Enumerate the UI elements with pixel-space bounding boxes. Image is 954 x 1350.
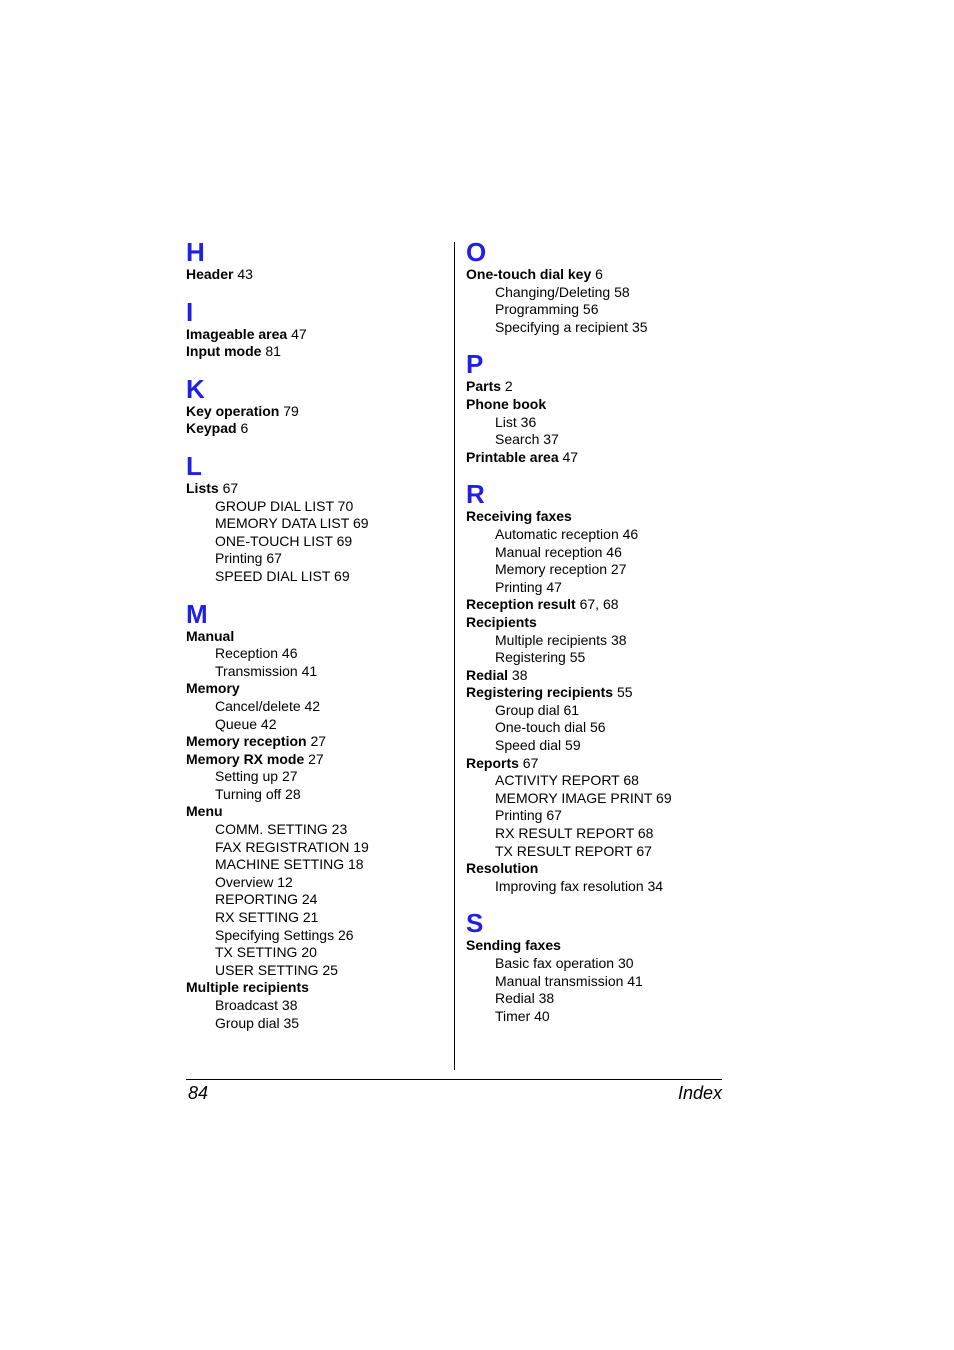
index-subentry: Redial 38 [495, 990, 555, 1007]
index-subentry: Programming 56 [495, 301, 599, 318]
index-subentry: ACTIVITY REPORT 68 [495, 772, 639, 789]
index-entry [186, 403, 448, 421]
index-subentry: Improving fax resolution 34 [495, 877, 664, 894]
entry-term: One-touch dial key [466, 266, 592, 282]
index-subentry: Reception 46 [215, 645, 298, 662]
index-subentry: Specifying Settings 26 [215, 926, 354, 943]
entry-term: Printable area [466, 448, 559, 465]
index-subentry: MACHINE SETTING 18 [215, 856, 364, 873]
section-letter: L [186, 450, 202, 481]
entry-term: Reception result [466, 596, 576, 613]
entry-term: Resolution [466, 860, 539, 877]
section-letter: S [466, 908, 484, 939]
index-subentry: Search 37 [495, 431, 559, 448]
index-subentry: Group dial 61 [495, 701, 580, 718]
entry-term: Redial [466, 666, 509, 683]
index-entry [466, 684, 728, 702]
entry-pages: 67 [222, 479, 239, 496]
section-letter: I [186, 296, 194, 327]
index-subentry: REPORTING 24 [215, 891, 318, 908]
entry-term: Registering recipients [466, 684, 614, 701]
index-subentry: SPEED DIAL LIST 69 [215, 567, 350, 584]
index-entry [466, 396, 728, 414]
index-subentry: Transmission 41 [215, 662, 318, 679]
index-subentry: Multiple recipients 38 [495, 631, 627, 648]
index-subentry: Printing 67 [215, 550, 282, 567]
index-subentry: Automatic reception 46 [495, 525, 639, 542]
index-section-m [186, 598, 448, 1033]
index-entry [466, 266, 728, 284]
index-entry [466, 508, 728, 526]
entry-pages: 2 [504, 378, 513, 395]
index-entry [466, 860, 728, 878]
entry-pages: 27 [308, 750, 324, 767]
index-subentry: MEMORY DATA LIST 69 [215, 515, 369, 532]
index-entry [466, 937, 728, 955]
entry-pages: 43 [237, 266, 253, 282]
index-subentry: TX SETTING 20 [215, 944, 317, 961]
index-entry [186, 343, 448, 361]
index-subentry: Cancel/delete 42 [215, 697, 321, 714]
index-column-right [466, 236, 728, 1037]
index-section-r [466, 478, 728, 895]
entry-pages: 67, 68 [579, 596, 619, 613]
index-subentry: FAX REGISTRATION 19 [215, 838, 369, 855]
entry-term: Input mode [186, 343, 262, 360]
index-entry [466, 378, 728, 396]
section-letter: H [186, 237, 205, 267]
index-subentry: Overview 12 [215, 873, 293, 890]
index-entry [186, 733, 448, 751]
index-subentry: Setting up 27 [215, 768, 298, 785]
entry-term: Memory RX mode [186, 750, 305, 767]
entry-pages: 79 [283, 402, 299, 419]
index-section-h [186, 236, 448, 284]
section-letter: K [186, 373, 205, 404]
index-entry [466, 755, 728, 773]
index-subentry: Manual transmission 41 [495, 972, 643, 989]
index-column-left [186, 236, 448, 1044]
entry-pages: 47 [562, 448, 579, 465]
entry-term: Manual [186, 627, 235, 644]
index-entry [466, 614, 728, 632]
index-subentry: RX RESULT REPORT 68 [495, 825, 654, 842]
entry-pages: 55 [616, 684, 633, 701]
entry-term: Imageable area [186, 325, 288, 342]
index-subentry: MEMORY IMAGE PRINT 69 [495, 789, 672, 806]
entry-term: Phone book [466, 395, 547, 412]
index-subentry: Queue 42 [215, 715, 277, 732]
entry-term: Recipients [466, 613, 537, 630]
index-subentry: Changing/Deleting 58 [495, 283, 630, 300]
entry-term: Memory [186, 680, 240, 697]
entry-term: Multiple recipients [186, 979, 309, 996]
index-section-o [466, 236, 728, 336]
entry-term: Sending faxes [466, 937, 561, 954]
entry-pages: 6 [240, 420, 249, 437]
index-subentry: USER SETTING 25 [215, 961, 338, 978]
index-subentry: TX RESULT REPORT 67 [495, 842, 652, 859]
index-subentry: List 36 [495, 413, 537, 430]
section-letter: P [466, 349, 484, 380]
index-subentry: Timer 40 [495, 1007, 550, 1024]
entry-pages: 38 [511, 666, 528, 683]
entry-term: Reports [466, 754, 519, 771]
section-letter: M [186, 598, 208, 629]
entry-term: Keypad [186, 420, 237, 437]
index-subentry: GROUP DIAL LIST 70 [215, 497, 354, 514]
index-subentry: Basic fax operation 30 [495, 955, 634, 971]
entry-pages: 27 [310, 733, 327, 750]
section-letter: R [466, 479, 485, 510]
index-subentry: RX SETTING 21 [215, 909, 319, 926]
page-number: 84 [188, 1083, 209, 1103]
entry-term: Receiving faxes [466, 508, 572, 525]
index-entry [466, 596, 728, 614]
index-subentry: Manual reception 46 [495, 543, 622, 560]
index-entry [186, 979, 448, 997]
entry-term: Menu [186, 803, 223, 820]
index-section-l [186, 450, 448, 586]
index-entry [186, 751, 448, 769]
index-subentry: One-touch dial 56 [495, 719, 606, 736]
index-subentry: Registering 55 [495, 649, 586, 666]
index-subentry: COMM. SETTING 23 [215, 821, 348, 838]
index-subentry: Speed dial 59 [495, 737, 581, 754]
index-section-p [466, 348, 728, 466]
index-subentry: Printing 47 [495, 578, 562, 595]
index-subentry: Broadcast 38 [215, 997, 298, 1013]
index-entry [186, 420, 448, 438]
index-section-i [186, 296, 448, 361]
entry-term: Parts [466, 378, 502, 395]
column-divider [454, 242, 455, 1070]
entry-term: Memory reception [186, 733, 307, 750]
entry-term: Lists [186, 479, 219, 496]
index-entry [186, 326, 448, 344]
index-subentry: ONE-TOUCH LIST 69 [215, 532, 353, 549]
section-letter: O [466, 237, 487, 267]
index-entry [186, 480, 448, 498]
footer-rule [186, 1079, 722, 1080]
entry-pages: 67 [522, 754, 539, 771]
index-section-s [466, 907, 728, 1025]
index-subentry: Turning off 28 [215, 785, 301, 802]
index-entry [186, 628, 448, 646]
index-entry [186, 680, 448, 698]
index-subentry: Group dial 35 [215, 1014, 300, 1031]
entry-pages: 6 [595, 266, 603, 282]
index-subentry: Memory reception 27 [495, 561, 627, 578]
entry-pages: 81 [265, 343, 281, 360]
entry-pages: 47 [291, 325, 307, 342]
entry-term: Header [186, 266, 234, 282]
entry-term: Key operation [186, 402, 280, 419]
index-entry [186, 266, 448, 284]
index-subentry: Printing 67 [495, 807, 562, 824]
index-entry [466, 449, 728, 467]
footer-title: Index [677, 1083, 722, 1103]
index-section-k [186, 373, 448, 438]
index-subentry: Specifying a recipient 35 [495, 318, 648, 335]
index-entry [186, 803, 448, 821]
index-entry [466, 667, 728, 685]
